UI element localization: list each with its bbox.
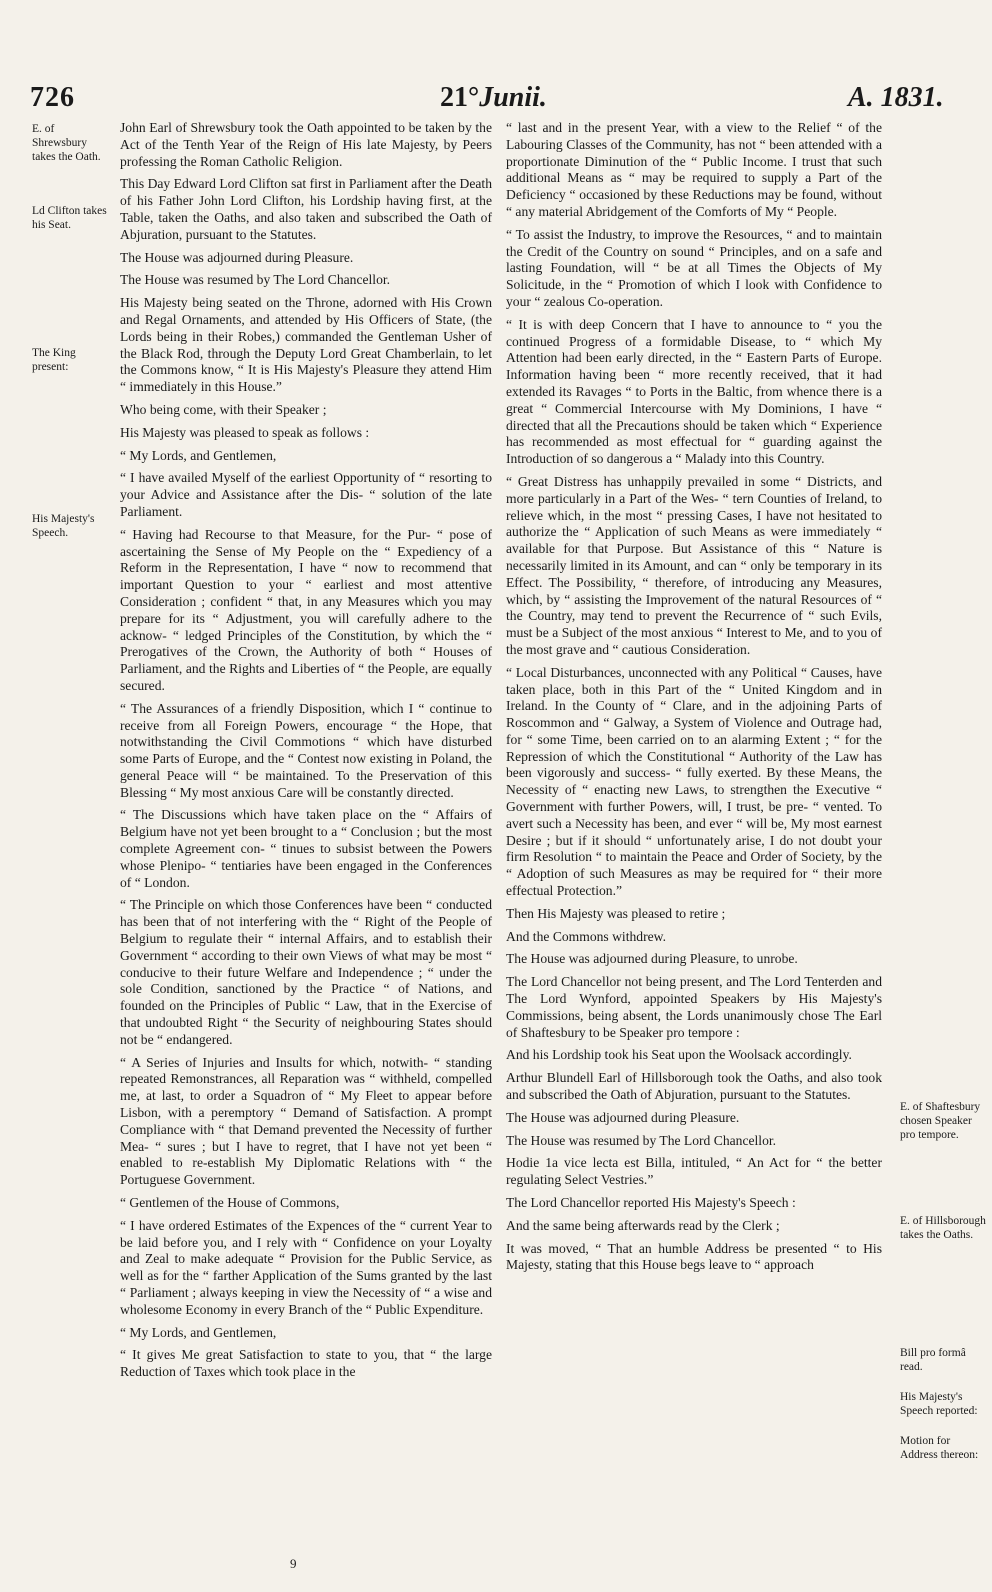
paragraph: This Day Edward Lord Clifton sat first in Parliament after the Death of his Father John Lord Clifton, his Lordship having first, at the Table, taken the Oaths, and also taken and subscribed the Oath of Abjuration, pursuant to the Statutes. — [120, 176, 492, 242]
paragraph: “ last and in the present Year, with a view to the Relief “ of the Labouring Classes of the Community, has not “ been attended with a proportionate Diminution of the “ Public Income. I trust that such additional Means as “ may be required to supply a Part of the Deficiency “ occasioned by these Reductions may be found, without “ any material Abridgement of the Comforts of My “ People. — [506, 120, 882, 219]
paragraph: “ Local Disturbances, unconnected with any Political “ Causes, have taken place, both in this Part of the “ United Kingdom and in Ireland. In the County of “ Clare, and in the adjoining Parts of Roscommon and “ Galway, a System of Violence and Outrage had, for “ some Time, been carried on to an alarming Extent ; “ for the Repression of which the Constitutional “ Authority of the Law has been vigorously and success- “ fully exerted. By these Means, the Necessity of “ enacting new Laws, to strengthen the Executive “ Government with further Powers, will, I trust, be pre- “ vented. To avert such a Necessity has been, and ever “ will be, My most earnest Desire ; but if it should “ unfortunately arise, I do not doubt your firm Resolution “ to maintain the Peace and Order of Society, by the “ Adoption of such Measures as may be required for “ their more effectual Protection.” — [506, 664, 882, 899]
margin-note: His Majesty's Speech reported: — [900, 1391, 978, 1417]
paragraph: “ My Lords, and Gentlemen, — [120, 1324, 277, 1340]
paragraph: Then His Majesty was pleased to retire ; — [506, 905, 726, 921]
margin-note: His Majesty's Speech. — [32, 513, 95, 539]
date-month: Junii. — [479, 82, 547, 113]
paragraph: His Majesty being seated on the Throne, adorned with His Crown and Regal Ornaments, and attended by His Officers of State, (the Lords being in their Robes,) commanded the Gentleman Usher of the Black Rod, through the Deputy Lord Great Chamberlain, to let the Commons know, “ It is His Majesty's Pleasure they attend Him “ immediately in this House.” — [120, 295, 492, 395]
paragraph: The House was resumed by The Lord Chancellor. — [506, 1132, 777, 1148]
paragraph: “ The Assurances of a friendly Disposition, which I “ continue to receive from all Foreign Powers, encourage “ the Hope, that notwithstanding the Civil Commotions “ which have disturbed some Parts of Europe, and the “ Contest now existing in Poland, the general Peace will “ be maintained. To the Preservation of this Blessing “ My most anxious Care will be constantly directed. — [120, 700, 492, 800]
paragraph: His Majesty was pleased to speak as follows : — [120, 424, 370, 440]
right-column — [506, 120, 882, 1280]
page-year: A. 1831. — [848, 82, 944, 113]
margin-note: Motion for Address thereon: — [900, 1435, 979, 1461]
paragraph: “ The Principle on which those Conferences have been “ conducted has been that of not interfering with the “ Right of the People of Belgium to regulate their “ internal Affairs, and to establish their Government “ according to their own Views of what may be most “ conducive to their future Welfare and Independence ; “ under the sole Condition, sanctioned by the Practice “ of Nations, and founded on the Principles of Public “ Law, that in the Exercise of that undoubted Right “ the Security of neighbouring States should not be “ endangered. — [120, 897, 492, 1047]
paragraph: “ Great Distress has unhappily prevailed in some “ Districts, and more particularly in a Part of the Wes- “ tern Counties of Ireland, to relieve which, in the most “ pressing Cases, I have not hesitated to authorize the “ Application of such Means as were immediately “ available for that Purpose. But Assistance of this “ Nature is necessarily limited in its Amount, and can “ only be temporary in its Effect. The Possibility, “ therefore, of introducing any Measures, which, by “ assisting the Improvement of the natural Resources of “ the Country, may tend to prevent the Recurrence of “ such Evils, must be a Subject of the most anxious “ Interest to Me, and to you of the most grave and “ cautious Consideration. — [506, 473, 882, 657]
paragraph: “ A Series of Injuries and Insults for which, notwith- “ standing repeated Remonstrances, all Reparation was “ withheld, compelled me, at last, to order a Squadron of “ My Fleet to appear before Lisbon, with a peremptory “ Demand of Satisfaction. A prompt Compliance with “ that Demand prevented the Necessity of further Mea- “ sures ; but I have to regret, that I have not yet been “ enabled to re-establish My Diplomatic Relations with “ the Portuguese Government. — [120, 1054, 492, 1188]
paragraph: The House was adjourned during Pleasure. — [506, 1109, 740, 1125]
page-date — [440, 82, 547, 114]
paragraph: “ I have availed Myself of the earliest Opportunity of “ resorting to your Advice and Assistance after the Dis- “ solution of the late Parliament. — [120, 470, 492, 519]
paragraph: It was moved, “ That an humble Address be presented “ to His Majesty, stating that this House begs leave to “ approach — [506, 1240, 882, 1273]
paragraph: “ Gentlemen of the House of Commons, — [120, 1195, 340, 1211]
paragraph: The House was adjourned during Pleasure. — [120, 249, 354, 265]
margin-note: The King present: — [32, 347, 76, 373]
paragraph: And the same being afterwards read by the Clerk ; — [506, 1217, 780, 1233]
paragraph: Who being come, with their Speaker ; — [120, 401, 327, 417]
paragraph: “ It gives Me great Satisfaction to state to you, that “ the large Reduction of Taxes which took place in the — [120, 1347, 492, 1380]
paragraph: “ I have ordered Estimates of the Expences of the “ current Year to be laid before you, and I rely with “ Confidence on your Loyalty and Zeal to make adequate “ Provision for the Public Service, as well as for the “ farther Application of the Sums granted by the last “ Parliament ; always keeping in view the Necessity of “ a wise and wholesome Economy in every Branch of the “ Public Expenditure. — [120, 1217, 492, 1317]
paragraph: And the Commons withdrew. — [506, 928, 666, 944]
paragraph: “ It is with deep Concern that I have to announce to “ you the continued Progress of a formidable Disease, to “ which My Attention had been early directed, in the “ Eastern Parts of Europe. Information having been “ more recently received, that it had extended its Ravages “ to Ports in the Baltic, from whence there is a great “ Commercial Intercourse with My Dominions, I have “ directed that all the Precautions should be taken which “ Experience has recommended as most effectual for “ guarding against the Introduction of so dangerous a “ Malady into this Country. — [506, 316, 882, 467]
paragraph: And his Lordship took his Seat upon the Woolsack accordingly. — [506, 1047, 852, 1063]
paragraph: The Lord Chancellor not being present, and The Lord Tenterden and The Lord Wynford, appointed Speakers by His Majesty's Commissions, being absent, the Lords unanimously chose The Earl of Shaftesbury to be Speaker pro tempore : — [506, 974, 882, 1040]
paragraph: “ My Lords, and Gentlemen, — [120, 447, 277, 463]
page-number: 726 — [30, 82, 75, 113]
margin-note: E. of Shaftesbury chosen Speaker pro tempore. — [900, 1101, 981, 1141]
margin-note: Ld Clifton takes his Seat. — [32, 205, 107, 231]
page-header — [0, 0, 992, 113]
paragraph: John Earl of Shrewsbury took the Oath appointed to be taken by the Act of the Tenth Year of the Reign of His late Majesty, by Peers professing the Roman Catholic Religion. — [120, 120, 492, 169]
left-column — [120, 120, 492, 1387]
margin-note: E. of Hillsborough takes the Oaths. — [900, 1215, 986, 1241]
paragraph: Hodie 1a vice lecta est Billa, intituled, “ An Act for “ the better regulating Select Vestries.” — [506, 1155, 882, 1188]
paragraph: Arthur Blundell Earl of Hillsborough took the Oaths, and also took and subscribed the Oath of Abjuration, pursuant to the Statutes. — [506, 1070, 882, 1103]
paragraph: The House was adjourned during Pleasure, to unrobe. — [506, 951, 798, 967]
paragraph: “ The Discussions which have taken place on the “ Affairs of Belgium have not yet been brought to a “ Conclusion ; but the most complete Agreement con- “ tinues to subsist between the Powers whose Plenipo- “ tentiaries have been engaged in the Conferences of “ London. — [120, 807, 492, 890]
paragraph: “ Having had Recourse to that Measure, for the Pur- “ pose of ascertaining the Sense of My People on the “ Expediency of a Reform in the Representation, I have “ now to recommend that important Question to your “ earliest and most attentive Consideration ; confident “ that, in any Measures which you may prepare for its “ Adjustment, you will carefully adhere to the acknow- “ ledged Principles of the Constitution, by which the “ Prerogatives of the Crown, the Authority of both “ Houses of Parliament, and the Rights and Liberties of “ the People, are equally secured. — [120, 526, 492, 693]
date-number: 21° — [440, 82, 480, 113]
paragraph: The House was resumed by The Lord Chancellor. — [120, 272, 391, 288]
paragraph: “ To assist the Industry, to improve the Resources, “ and to maintain the Credit of the Country on sound “ Principles, and on a safe and lasting Foundation, will “ be at all Times the Objects of My Solicitude, in the “ Promotion of which I look with Confidence to your “ zealous Co-operation. — [506, 226, 882, 309]
signature-mark: 9 — [290, 1556, 297, 1571]
paragraph: The Lord Chancellor reported His Majesty's Speech : — [506, 1195, 796, 1211]
margin-note: Bill pro formâ read. — [900, 1347, 966, 1373]
margin-note: E. of Shrewsbury takes the Oath. — [32, 123, 101, 163]
